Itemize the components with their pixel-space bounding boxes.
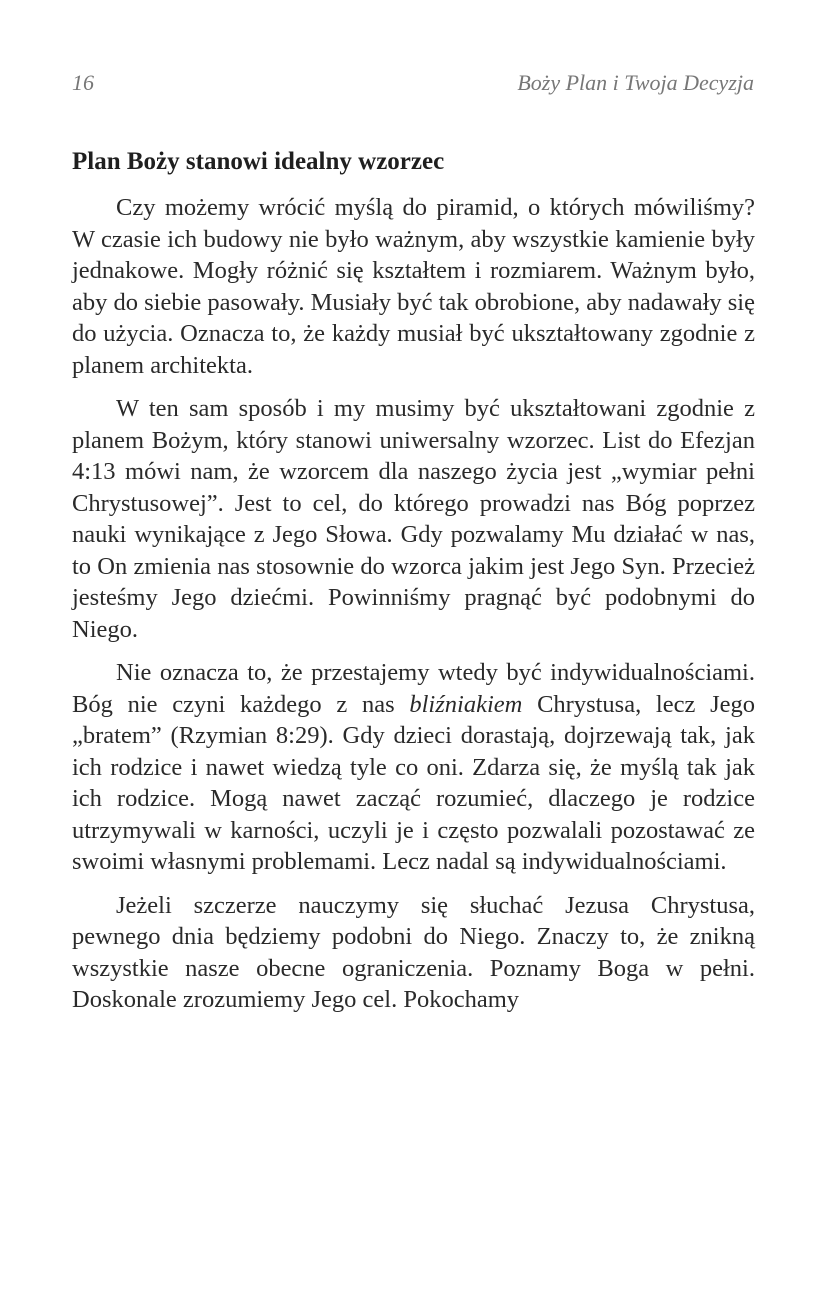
paragraph-1: Czy możemy wrócić myślą do piramid, o których mówiliśmy? W czasie ich budowy nie było ważnym, aby wszystkie kamienie były jednakowe. Mogły różnić się kształtem i rozmiarem. Ważnym było, aby do siebie pasowały. Musiały być tak obrobione, aby nadawały się do użycia. Oznacza to, że każdy musiał być ukształtowany zgodnie z planem architekta. <box>72 194 755 379</box>
running-title: Boży Plan i Twoja Decyzja <box>517 70 754 95</box>
paragraph-3 <box>72 657 755 878</box>
section-title: Plan Boży stanowi idealny wzorzec <box>72 148 445 175</box>
paragraph-4: Jeżeli szczerze nauczymy się słuchać Jezusa Chrystusa, pewnego dnia będziemy podobni do Niego. Znaczy to, że znikną wszystkie nasze obecne ograniczenia. Poznamy Boga w pełni. Doskonale zrozumiemy Jego cel. Pokochamy <box>72 891 755 1013</box>
body-text <box>72 192 755 1028</box>
paragraph-3-text-after: Chrystusa, lecz Jego „bratem” (Rzymian 8:29). Gdy dzieci dorastają, dojrzewają tak, jak ich rodzice i nawet wiedzą tyle co oni. Zdarza się, że myślą tak jak ich rodzice. Mogą nawet zacząć rozumieć, dlaczego je rodzice utrzymywali w karności, uczyli je i często pozwalali pozostawać ze swoimi własnymi problemami. Lecz nadal są indywidualnościami. <box>72 690 755 875</box>
page-header <box>72 70 754 96</box>
paragraph-2: W ten sam sposób i my musimy być ukształtowani zgodnie z planem Bożym, który stanowi uniwersalny wzorzec. List do Efezjan 4:13 mówi nam, że wzorcem dla naszego życia jest „wymiar pełni Chrystusowej”. Jest to cel, do którego prowadzi nas Bóg poprzez nauki wynikające z Jego Słowa. Gdy pozwalamy Mu działać w nas, to On zmienia nas stosownie do wzorca jakim jest Jego Syn. Przecież jesteśmy Jego dziećmi. Powinniśmy pragnąć być podobnymi do Niego. <box>72 395 755 643</box>
emphasis-word: bliźniakiem <box>409 690 523 718</box>
paragraph-3-text-before: Nie oznacza to, że przestajemy wtedy być indywidualnościami. Bóg nie czyni każdego z nas <box>72 659 755 718</box>
page-number: 16 <box>72 70 94 95</box>
